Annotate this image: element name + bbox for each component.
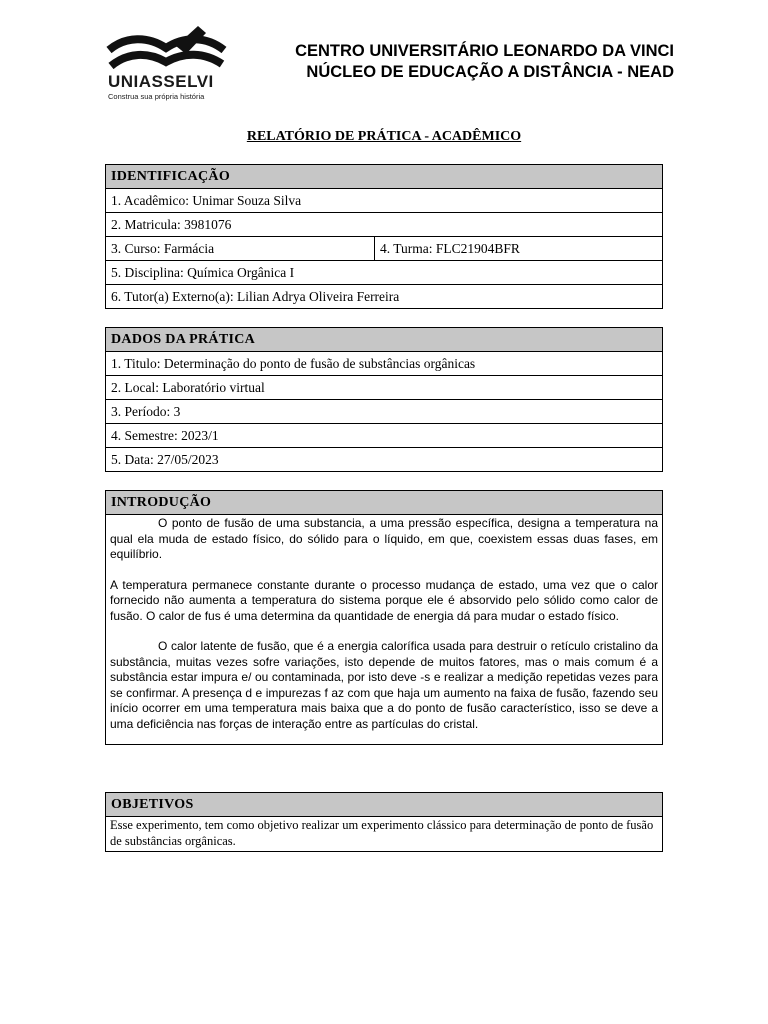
logo-book-icon [106, 24, 230, 72]
introducao-paragraph-2: A temperatura permanece constante durante o processo mudança de estado, uma vez que o calor fornecido não aumenta a temperatura do sistema porque ele é absorvido pelo sólido como calor de fusão. O calor de fus é uma determina da quantidade de energia dá para mudar o estado físico. [110, 577, 658, 623]
dados-pratica-table [105, 327, 663, 472]
document-title-text: RELATÓRIO DE PRÁTICA - ACADÊMICO [246, 129, 522, 144]
disciplina-field: 5. Disciplina: Química Orgânica I [106, 261, 663, 285]
academico-field: 1. Acadêmico: Unimar Souza Silva [106, 189, 663, 213]
local-field: 2. Local: Laboratório virtual [106, 376, 663, 400]
dados-pratica-heading: DADOS DA PRÁTICA [106, 328, 663, 352]
introducao-table [105, 490, 663, 745]
introducao-paragraph-1: O ponto de fusão de uma substancia, a uma pressão específica, designa a temperatura na qual ela muda de estado físico, do sólido para o líquido, em que, coexistem essas duas fases, em equilíbrio. [110, 516, 658, 561]
identificacao-table [105, 164, 663, 309]
introducao-body [106, 515, 663, 745]
periodo-field: 3. Período: 3 [106, 400, 663, 424]
introducao-heading: INTRODUÇÃO [106, 491, 663, 515]
uniasselvi-logo [106, 24, 230, 104]
introducao-paragraph-3: O calor latente de fusão, que é a energia calorífica usada para destruir o retículo cristalino da substância, muitas vezes sofre variações, isto depende de muitos fatores, mas o mais comum é a substância estar impura e/ ou contaminada, por isto deve -s e realizar a medição repetidas vezes para se confirmar. A presença d e impurezas f az com que haja um aumento na faixa de fusão, fazendo seu início ocorrer em uma temperatura mais baixa que a do ponto de fusão característico, isso se deve a uma deficiência nas forças de interação entre as partículas do cristal. [110, 639, 658, 731]
tutor-field: 6. Tutor(a) Externo(a): Lilian Adrya Oliveira Ferreira [106, 285, 663, 309]
logo-wordmark: UNIASSELVI [108, 72, 214, 91]
titulo-field: 1. Titulo: Determinação do ponto de fusão de substâncias orgânicas [106, 352, 663, 376]
logo-tagline: Construa sua própria história [108, 92, 205, 101]
identificacao-heading: IDENTIFICAÇÃO [106, 165, 663, 189]
nucleus-name: NÚCLEO DE EDUCAÇÃO A DISTÂNCIA - NEAD [306, 63, 674, 81]
turma-field: 4. Turma: FLC21904BFR [375, 237, 663, 261]
objetivos-heading: OBJETIVOS [106, 793, 663, 817]
objetivos-text: Esse experimento, tem como objetivo realizar um experimento clássico para determinação de ponto de fusão de substâncias orgânicas. [106, 817, 663, 852]
objetivos-table [105, 792, 663, 852]
semestre-field: 4. Semestre: 2023/1 [106, 424, 663, 448]
document-title [0, 129, 768, 145]
institution-name: CENTRO UNIVERSITÁRIO LEONARDO DA VINCI [295, 42, 674, 60]
matricula-field: 2. Matricula: 3981076 [106, 213, 663, 237]
data-field: 5. Data: 27/05/2023 [106, 448, 663, 472]
curso-field: 3. Curso: Farmácia [106, 237, 375, 261]
